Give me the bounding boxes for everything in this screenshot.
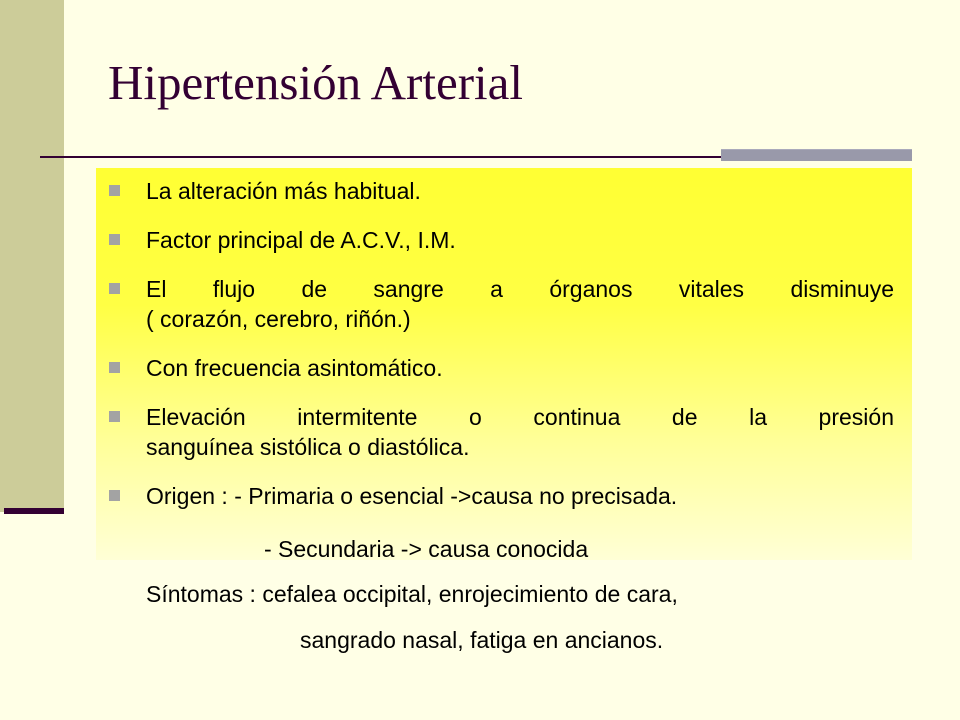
square-bullet-icon (109, 234, 120, 245)
slide-title: Hipertensión Arterial (108, 55, 524, 110)
bullet-item (104, 402, 894, 462)
square-bullet-icon (109, 283, 120, 294)
title-accent-bar (721, 149, 912, 161)
bullet-text: La alteración más habitual. (146, 178, 421, 204)
bullet-item (104, 274, 894, 334)
continuation-line: sangrado nasal, fatiga en ancianos. (300, 627, 664, 653)
bullet-text-line-2: sanguínea sistólica o diastólica. (146, 434, 470, 460)
bullet-item (104, 353, 894, 383)
continuation-line: Síntomas : cefalea occipital, enrojecimiento de cara, (146, 581, 678, 607)
bullet-text-line-1: Elevación intermitente o continua de la presión (146, 404, 894, 430)
bullet-item (104, 481, 894, 511)
bullet-text: Con frecuencia asintomático. (146, 355, 443, 381)
left-bar-underline (4, 508, 64, 514)
square-bullet-icon (109, 185, 120, 196)
bullet-text: Factor principal de A.C.V., I.M. (146, 227, 456, 253)
bullet-text: Origen : - Primaria o esencial ->causa no precisada. (146, 483, 678, 509)
left-decorative-bar (0, 0, 64, 512)
square-bullet-icon (109, 362, 120, 373)
square-bullet-icon (109, 490, 120, 501)
bullet-list (104, 176, 894, 530)
bullet-item (104, 176, 894, 206)
continuation-line: - Secundaria -> causa conocida (264, 536, 589, 562)
bullet-text-line-1: El flujo de sangre a órganos vitales disminuye (146, 276, 894, 302)
square-bullet-icon (109, 411, 120, 422)
bullet-text-line-2: ( corazón, cerebro, riñón.) (146, 306, 411, 332)
bullet-item (104, 225, 894, 255)
